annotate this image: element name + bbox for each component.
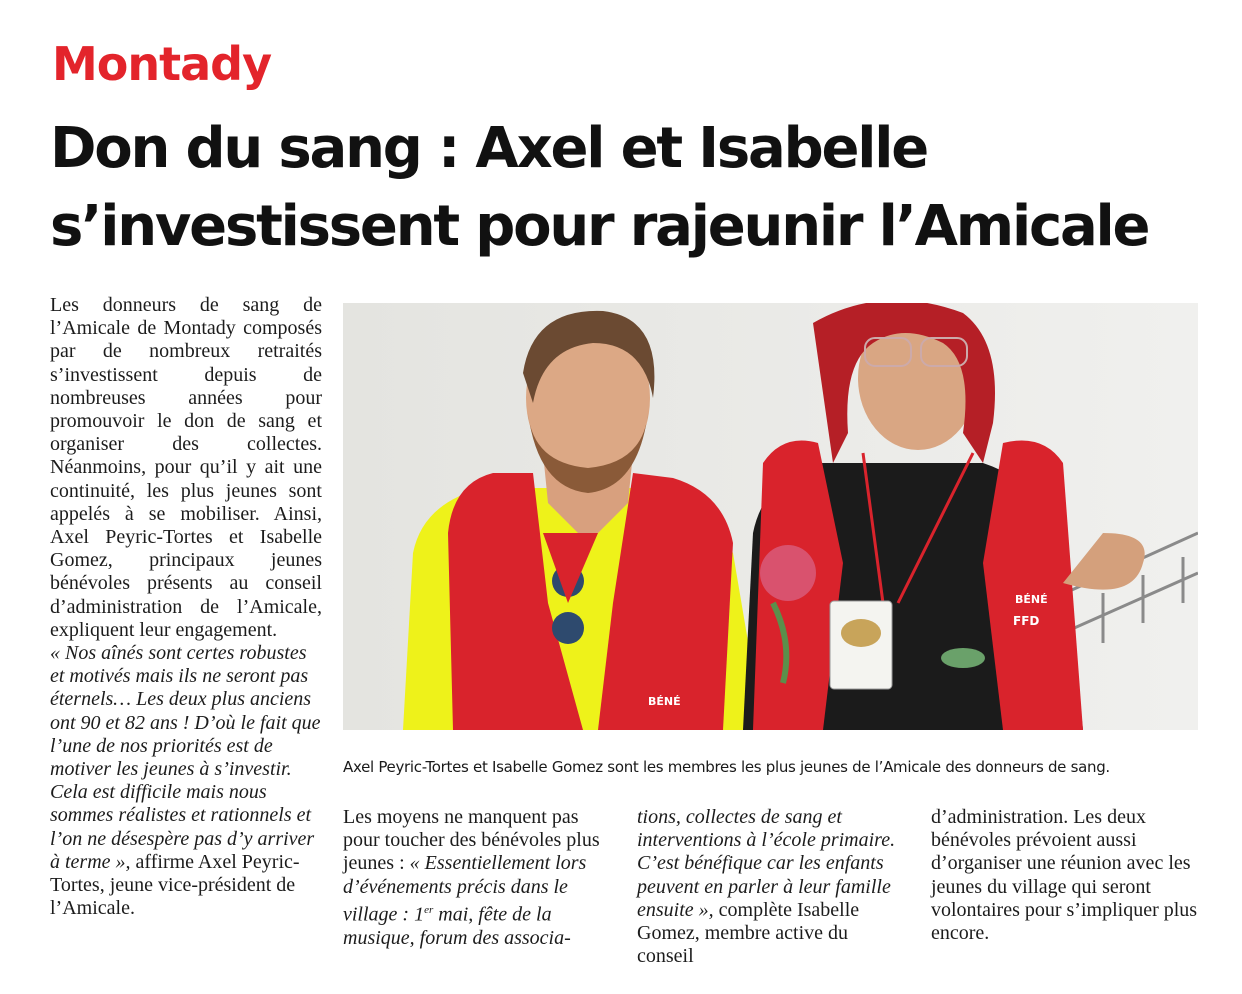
text-column-2 (343, 806, 615, 950)
vest-badge-right-2: FFD (1013, 614, 1040, 628)
article-headline (50, 110, 1220, 266)
headline-line-2: s’investissent pour rajeunir l’Amicale (50, 194, 1149, 259)
column-2-quote-b: mai, fête de la musique, forum des associa- (343, 903, 571, 949)
column-2-paragraph (343, 806, 615, 950)
vest-badge-right-1: BÉNÉ (1015, 593, 1048, 606)
text-column-3 (637, 806, 909, 968)
isabelle-quote: tions, collectes de sang et interventions à l’école primaire. C’est bénéfique car les enfants peuvent en parler à leur famille ensuite », (637, 806, 896, 921)
column-2-quote-a: « Essentiellement lors d’événements précis dans le village : 1 (343, 852, 587, 926)
column-2-intro: Les moyens ne manquent pas pour toucher des bénévoles plus jeunes : (343, 806, 600, 875)
vest-badge-left: BÉNÉ (648, 695, 681, 708)
text-column-1 (50, 294, 322, 920)
column-4-paragraph: d’administration. Les deux bénévoles prévoient aussi d’organiser une réunion avec les jeunes du village qui seront volontaires pour s’impliquer plus encore. (931, 806, 1198, 945)
column-3-attribution: complète Isabelle Gomez, membre active du conseil (637, 898, 860, 968)
photo-caption: Axel Peyric-Tortes et Isabelle Gomez sont les membres les plus jeunes de l’Amicale des donneurs de sang. (343, 758, 1110, 776)
column-3-paragraph (637, 806, 909, 968)
text-column-4 (931, 806, 1199, 945)
section-kicker: Montady (52, 37, 272, 91)
intro-paragraph: Les donneurs de sang de l’Amicale de Montady composés par de nombreux retraités s’investissent depuis de nombreuses années pour promouvoir le don de sang et organiser des collectes. Néanmoins, pour qu’il y ait une continuité, les plus jeunes sont appelés à se mobiliser. Ainsi, Axel Peyric-Tortes et Isabelle Gomez, principaux jeunes bénévoles présents au conseil d’administration de l’Amicale, expliquent leur engagement. (50, 294, 322, 641)
ordinal-superscript: er (424, 903, 434, 916)
headline-line-1: Don du sang : Axel et Isabelle (50, 116, 928, 181)
axel-quote: « Nos aînés sont certes robustes et motivés mais ils ne seront pas éternels… Les deux plus anciens ont 90 et 82 ans ! D’où le fait que l’une de nos priorités est de motiver les jeunes à s’investir. Cela est difficile mais nous sommes réalistes et rationnels et l’on ne désespère pas d’y arriver à terme », (50, 642, 321, 873)
article-photo (343, 303, 1198, 730)
quote-paragraph (50, 642, 322, 920)
quote-attribution: affirme Axel Peyric-Tortes, jeune vice-président de l’Amicale. (50, 850, 300, 920)
volunteers-photo (343, 303, 1198, 730)
